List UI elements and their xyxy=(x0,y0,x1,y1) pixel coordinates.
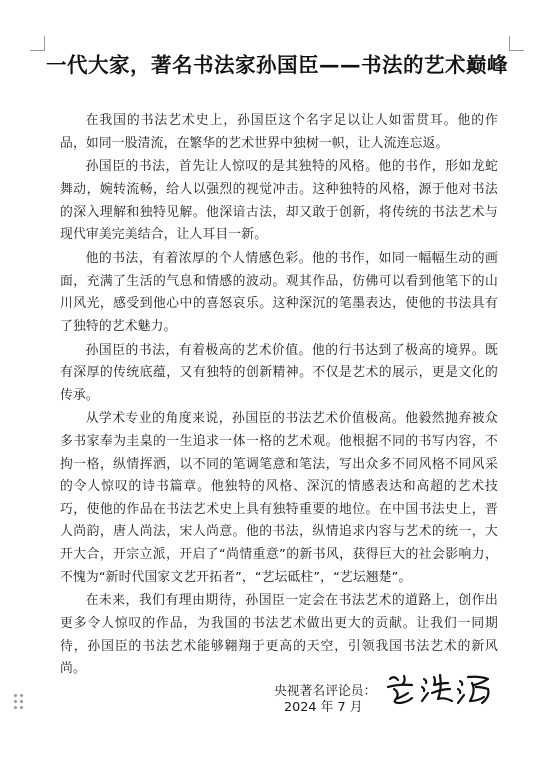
paragraph: 孙国臣的书法，首先让人惊叹的是其独特的风格。他的书作，形如龙蛇舞动，婉转流畅，给人以强烈的视觉冲击。这种独特的风格，源于他对书法的深入理解和独特见解。他深谙古法，却又敢于创新，将传统的书法艺术与现代审美完美结合，让人耳目一新。 xyxy=(60,159,498,243)
paragraph: 他的书法，有着浓厚的个人情感色彩。他的书作，如同一幅幅生动的画面，充满了生活的气息和情感的波动。观其作品，仿佛可以看到他笔下的山川风光，感受到他心中的喜怒哀乐。这种深沉的笔墨表达，使他的书法具有了独特的艺术魅力。 xyxy=(60,250,498,334)
document-body xyxy=(60,110,498,681)
handwritten-signature xyxy=(384,671,494,707)
signature-label: 央视著名评论员： xyxy=(274,683,377,699)
document-title: 一代大家，著名书法家孙国臣——书法的艺术巅峰 xyxy=(46,53,508,77)
paragraph: 在我国的书法艺术史上，孙国臣这个名字足以让人如雷贯耳。他的作品，如同一股清流，在繁华的艺术世界中独树一帜，让人流连忘返。 xyxy=(60,113,498,151)
paragraph: 从学术专业的角度来说，孙国臣的书法艺术价值极高。他毅然抛弃被众多书家奉为圭臬的一生追求一体一格的艺术观。他根据不同的书写内容，不拘一格，纵情挥洒，以不同的笔调笔意和笔法，写出众多不同风格不同风采的令人惊叹的诗书篇章。他独特的风格、深沉的情感表达和高超的艺术技巧，使他的作品在书法艺术史上具有独特重要的地位。在中国书法史上，晋人尚韵，唐人尚法，宋人尚意。他的书法，纵情追求内容与艺术的统一，大开大合，开宗立派，开启了“尚情重意”的新书风，获得巨大的社会影响力，不愧为“新时代国家文艺开拓者”，“艺坛砥柱”，“艺坛翘楚”。 xyxy=(60,411,498,585)
paragraph: 孙国臣的书法，有着极高的艺术价值。他的行书达到了极高的境界。既有深厚的传统底蕴，又有独特的创新精神。不仅是艺术的展示，更是文化的传承。 xyxy=(60,342,498,403)
document-date: 2024 年 7 月 xyxy=(284,700,363,715)
drag-handle-icon[interactable] xyxy=(14,694,24,710)
paragraph: 在未来，我们有理由期待，孙国臣一定会在书法艺术的道路上，创作出更多令人惊叹的作品，为我国的书法艺术做出更大的贡献。让我们一同期待，孙国臣的书法艺术能够翱翔于更高的天空，引领我国书法艺术的新风尚。 xyxy=(60,593,498,677)
